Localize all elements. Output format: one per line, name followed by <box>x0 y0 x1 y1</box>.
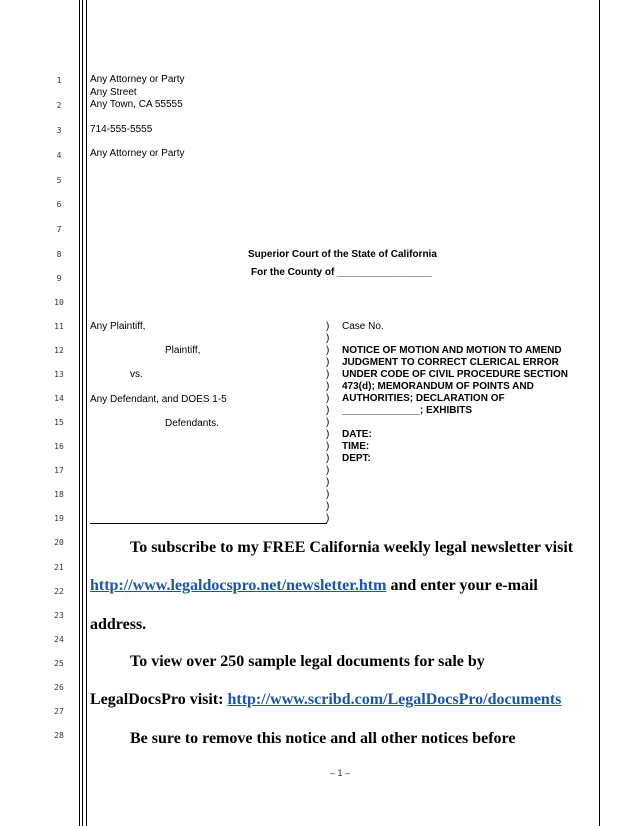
line-number: 20 <box>54 538 64 547</box>
caption-paren: ) <box>326 393 330 404</box>
document-title-line: UNDER CODE OF CIVIL PROCEDURE SECTION <box>342 369 568 380</box>
line-number: 16 <box>54 442 64 451</box>
line-number: 17 <box>54 466 64 475</box>
line-number: 23 <box>54 611 64 620</box>
notice-paragraph-2-line-2 <box>90 691 561 709</box>
line-number: 9 <box>56 274 62 283</box>
caption-paren: ) <box>326 465 330 476</box>
newsletter-link-trailing-text: and enter your e-mail <box>386 577 538 594</box>
line-number: 21 <box>54 563 64 572</box>
scribd-link[interactable]: http://www.scribd.com/LegalDocsPro/documents <box>227 691 562 708</box>
caption-paren: ) <box>326 501 330 512</box>
caption-paren: ) <box>326 405 330 416</box>
line-number: 26 <box>54 683 64 692</box>
attorney-for: Any Attorney or Party <box>90 148 185 159</box>
left-margin-rule-outer <box>79 0 80 826</box>
line-number: 1 <box>56 76 62 85</box>
notice-paragraph-3-line-1: Be sure to remove this notice and all other notices before <box>130 730 516 747</box>
caption-paren: ) <box>326 345 330 356</box>
line-number: 4 <box>56 151 62 160</box>
line-number: 19 <box>54 514 64 523</box>
hearing-time-label: TIME: <box>342 441 370 452</box>
court-name: Superior Court of the State of California <box>248 249 437 260</box>
hearing-date-label: DATE: <box>342 429 372 440</box>
line-number: 2 <box>56 101 62 110</box>
line-number: 7 <box>56 225 62 234</box>
caption-paren: ) <box>326 381 330 392</box>
left-margin-rule-inner <box>82 0 83 826</box>
line-number: 12 <box>54 346 64 355</box>
notice-paragraph-1-line-1: To subscribe to my FREE California weekly legal newsletter visit <box>130 539 574 556</box>
right-margin-rule <box>599 0 600 826</box>
document-title-line: 473(d); MEMORANDUM OF POINTS AND <box>342 381 534 392</box>
line-number: 15 <box>54 418 64 427</box>
plaintiff-role: Plaintiff, <box>165 345 201 356</box>
document-title-line: ______________; EXHIBITS <box>342 405 473 416</box>
attorney-name: Any Attorney or Party <box>90 74 185 85</box>
left-margin-rule-text <box>86 0 87 826</box>
caption-paren: ) <box>326 441 330 452</box>
defendant-name: Any Defendant, and DOES 1-5 <box>90 394 227 405</box>
caption-paren: ) <box>326 321 330 332</box>
caption-paren: ) <box>326 369 330 380</box>
document-title-line: JUDGMENT TO CORRECT CLERICAL ERROR <box>342 357 559 368</box>
line-number: 3 <box>56 126 62 135</box>
legaldocspro-prefix: LegalDocsPro visit: <box>90 691 228 708</box>
line-number: 11 <box>54 322 64 331</box>
line-number: 8 <box>56 250 62 259</box>
line-number: 14 <box>54 394 64 403</box>
attorney-phone: 714-555-5555 <box>90 124 153 135</box>
defendant-role: Defendants. <box>165 418 219 429</box>
caption-paren: ) <box>326 489 330 500</box>
line-number: 22 <box>54 587 64 596</box>
line-number: 6 <box>56 200 62 209</box>
hearing-dept-label: DEPT: <box>342 453 371 464</box>
newsletter-link[interactable]: http://www.legaldocspro.net/newsletter.htm <box>90 577 387 594</box>
notice-paragraph-2-line-1: To view over 250 sample legal documents for sale by <box>130 653 485 670</box>
page-number: – 1 – <box>330 768 351 778</box>
caption-paren: ) <box>326 453 330 464</box>
line-number: 5 <box>56 176 62 185</box>
notice-paragraph-1-line-3: address. <box>90 616 147 633</box>
notice-paragraph-1-line-2 <box>90 577 538 595</box>
caption-paren: ) <box>326 333 330 344</box>
plaintiff-name: Any Plaintiff, <box>90 321 146 332</box>
line-number: 27 <box>54 707 64 716</box>
caption-paren: ) <box>326 513 330 524</box>
document-title-line: AUTHORITIES; DECLARATION OF <box>342 393 505 404</box>
caption-bottom-rule <box>90 523 327 524</box>
line-number: 25 <box>54 659 64 668</box>
line-number: 13 <box>54 370 64 379</box>
document-title-line: NOTICE OF MOTION AND MOTION TO AMEND <box>342 345 562 356</box>
line-number: 24 <box>54 635 64 644</box>
line-number: 28 <box>54 731 64 740</box>
versus-label: vs. <box>130 369 143 380</box>
case-number-label: Case No. <box>342 321 384 332</box>
line-number: 18 <box>54 490 64 499</box>
caption-paren: ) <box>326 477 330 488</box>
attorney-street: Any Street <box>90 87 137 98</box>
attorney-city: Any Town, CA 55555 <box>90 99 183 110</box>
court-county: For the County of _________________ <box>251 267 432 278</box>
line-number: 10 <box>54 298 64 307</box>
caption-paren: ) <box>326 357 330 368</box>
caption-paren: ) <box>326 417 330 428</box>
caption-paren: ) <box>326 429 330 440</box>
